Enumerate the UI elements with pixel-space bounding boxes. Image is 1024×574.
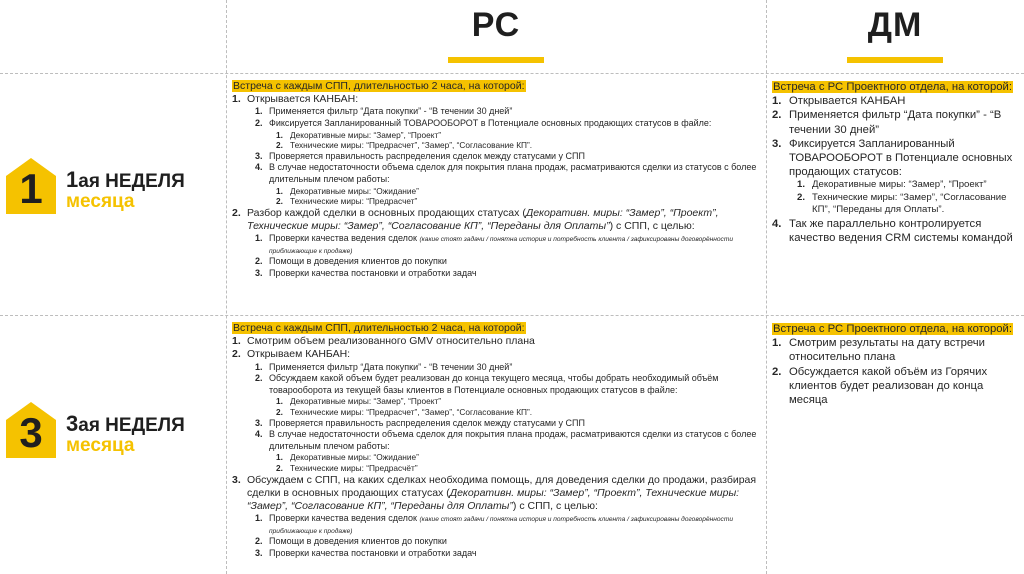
list-item: 1. Декоративные миры: “Ожидание” (276, 452, 419, 463)
list-item: 1. Декоративные миры: “Замер”, “Проект” (797, 179, 987, 191)
column-header-rs (226, 6, 766, 63)
list-item: 1. Смотрим объем реализованного GMV относительно плана (232, 335, 535, 348)
week-1-label (6, 158, 221, 216)
header-underline (448, 57, 544, 63)
list-item: 1. Декоративные миры: “Замер”, “Проект” (276, 129, 442, 140)
column-divider-left (226, 0, 227, 574)
house-icon (6, 158, 56, 214)
list-item: 4. Так же параллельно контролируется качество ведения CRM системы командой (772, 217, 1013, 244)
column-title-rs: РС (471, 6, 521, 44)
row-divider-top (0, 73, 1024, 74)
list-item: 2. Обсуждаем какой объем будет реализован до конца текущего месяца, чтобы добрать необходимый объём товарооборота из текущей базы клиентов в Потенциале основных продающих статусов в файле: (255, 373, 719, 395)
list-item: 2. Технические миры: “Замер”, “Согласование КП”, “Переданы для Оплаты”. (797, 191, 1007, 216)
week-title: 1ая НЕДЕЛЯ месяца (66, 167, 185, 212)
meeting-heading: Встреча с каждым СПП, длительностью 2 часа, на которой: (233, 80, 525, 92)
list-item: 2. Фиксируется Запланированный ТОВАРООБОРОТ в Потенциале основных продающих статусов в файле: (255, 118, 712, 128)
list-item: 3. Фиксируется Запланированный ТОВАРООБОРОТ в Потенциале основных продающих статусов: (772, 137, 1013, 179)
week-title: 3ая НЕДЕЛЯ месяца (66, 411, 185, 456)
house-icon (6, 402, 56, 458)
list-item: 2. Разбор каждой сделки в основных продающих статусах (Декоративн. миры: “Замер”, “Проект”, Технические миры: “Замер”, “Согласование КП”, “Переданы для Оплаты”) с СПП, с целью: (232, 206, 719, 232)
list-item: 3. Проверки качества постановки и отработки задач (255, 267, 477, 278)
week-number: 1 (19, 165, 43, 212)
week-subtitle: месяца (66, 191, 135, 212)
list-item: 3. Проверки качества постановки и отработки задач (255, 547, 477, 558)
list-item: 2. Помощи в доведения клиентов до покупки (255, 256, 447, 267)
list-item: 3. Проверяется правильность распределения сделок между статусами у СПП (255, 417, 585, 428)
list-item: 2. Помощи в доведения клиентов до покупки (255, 536, 447, 547)
list-item: 2. Технические миры: “Предрасчет”, “Замер”, “Согласование КП”. (276, 406, 533, 417)
list-item: 1. Смотрим результаты на дату встречи относительно плана (772, 337, 985, 364)
list-item: 1. Декоративные миры: “Замер”, “Проект” (276, 396, 442, 407)
list-item: 1. Проверки качества ведения сделок (какие стоят задачи / понятна история и потребность клиента / зафиксированы договорённости приближающие к продаже) (255, 233, 734, 255)
week-subtitle: месяца (66, 435, 135, 456)
list-item: 3. Проверяется правильность распределения сделок между статусами у СПП (255, 150, 585, 161)
row-divider-middle (0, 315, 1024, 316)
week-3-label (6, 402, 221, 460)
list-item: 1. Декоративные миры: “Ожидание” (276, 185, 419, 196)
list-item: 2. Технические миры: “Предрасчет” (276, 196, 418, 207)
list-item: 4. В случае недостаточности объема сделок для покрытия плана продаж, расматриваются сделки из статусов с более длительным плечом работы: (255, 429, 757, 451)
list-item: 1. Проверки качества ведения сделок (какие стоят задачи / понятна история и потребность клиента / зафиксированы договорённости приближающие к продаже) (255, 513, 734, 535)
list-item: 1. Применяется фильтр “Дата покупки” - “В течении 30 дней” (255, 106, 513, 117)
column-title-dm: ДМ (867, 6, 923, 44)
column-header-dm (766, 6, 1024, 63)
week-1-dm-cell (772, 80, 1018, 245)
week-number: 3 (19, 409, 43, 456)
list-item: 1. Применяется фильтр “Дата покупки” - “В течении 30 дней” (255, 361, 513, 372)
list-item: 2. Открываем КАНБАН: (232, 348, 351, 361)
week-3-rs-cell (232, 322, 762, 560)
list-item: 2. Обсуждается какой объём из Горячих клиентов будет реализован до конца месяца (772, 365, 988, 407)
meeting-heading: Встреча с каждым СПП, длительностью 2 часа, на которой: (233, 322, 525, 334)
list-item: 1. Открывается КАНБАН (772, 95, 906, 108)
list-item: 2. Технические миры: “Предрасчет”, “Замер”, “Согласование КП”. (276, 140, 533, 151)
meeting-heading: Встреча с РС Проектного отдела, на которой: (773, 323, 1012, 335)
list-item: 2. Технические миры: “Предрасчёт” (276, 462, 418, 473)
list-item: 4. В случае недостаточности объема сделок для покрытия плана продаж, расматриваются сделки из статусов с более длительным плечом работы: (255, 162, 757, 184)
week-1-rs-cell (232, 80, 762, 280)
week-3-dm-cell (772, 322, 1018, 407)
meeting-heading: Встреча с РС Проектного отдела, на которой: (773, 81, 1012, 93)
header-underline (847, 57, 943, 63)
list-item: 2. Применяется фильтр “Дата покупки” - “В течении 30 дней” (772, 109, 1002, 136)
column-divider-right (766, 0, 767, 574)
list-item: 1. Открывается КАНБАН: (232, 93, 359, 106)
list-item: 3. Обсуждаем с СПП, на каких сделках необходима помощь, для доведения сделки до продажи, разбирая сделки в основных продающих статусах (Декоративн. миры: “Замер”, “Проект”, Технические миры: “Замер”, “Согласование КП”, “Переданы для Оплаты”) с СПП, с целью: (232, 473, 757, 512)
